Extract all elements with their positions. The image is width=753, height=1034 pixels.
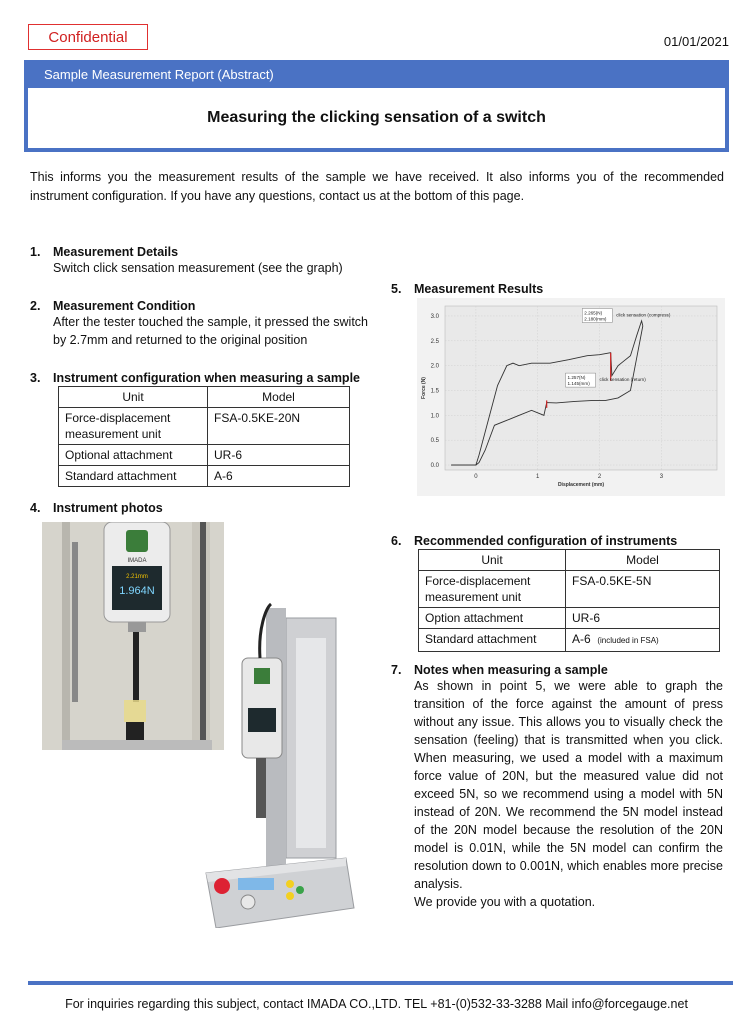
section-number: 7. [391,663,402,677]
y-tick-label: 0.0 [430,463,439,470]
table-cell: Standard attachment [419,629,566,652]
test-stand-illustration [196,598,356,928]
model-value: A-6 [572,632,591,646]
section-2 [30,299,368,349]
footer-contact: For inquiries regarding this subject, contact IMADA CO.,LTD. TEL +81-(0)532-33-3288 Mail info@forcegauge.net [65,997,688,1011]
annotation-value-top: 2.265(N) [584,310,603,316]
intro-paragraph: This informs you the measurement results of the sample we have received. It also informs you of the recommended instrument configuration. If you have any questions, contact us at the bottom of this page. [30,170,724,203]
section-number: 4. [30,501,41,515]
section-title: Instrument configuration when measuring a sample [53,371,360,385]
model-note: (included in FSA) [597,636,659,645]
y-tick-label: 2.0 [430,363,439,370]
section-title: Measurement Condition [53,299,196,313]
test-stand-photo [196,598,356,928]
table-cell: Option attachment [419,608,566,629]
table-cell: Standard attachment [59,466,208,487]
section-title: Measurement Details [53,245,179,259]
table-cell [566,629,720,652]
display-reading-text: 1.964N [119,585,155,597]
table-header: Unit [59,387,208,408]
section-number: 3. [30,371,41,385]
config-table-measurement [58,386,350,487]
section-title: Instrument photos [53,501,163,515]
annotation-value-bottom: 1.145(mm) [567,381,590,387]
section-body: As shown in point 5, we were able to graph the transition of the force against the amount of press without any issue. This allows you to visually check the sensation (feeling) that is transmitted when you click. When measuring, we used a model with a maximum force value of 20N, but the measured value did not exceed 5N, so we recommend using a model with 5N instead of 20N. We recommend the 5N model instead of the 20N model because the resolution of the 20N model is 0.01N, while the 5N model can confirm the resolution down to 0.001N, which enables more precise analysis. [414,679,723,891]
annotation-label: click sensation (return) [599,377,646,383]
table-header: Model [566,550,720,571]
section-number: 6. [391,534,402,548]
table-header: Unit [419,550,566,571]
config-table-recommended [418,549,720,652]
section-number: 5. [391,282,402,296]
section-1 [30,245,373,277]
brand-text: IMADA [127,558,147,564]
report-label: Sample Measurement Report (Abstract) [44,67,274,82]
footer-bar [28,981,733,985]
y-tick-label: 0.5 [430,438,439,445]
table-header: Model [208,387,350,408]
y-tick-label: 2.5 [430,338,439,345]
section-title: Recommended configuration of instruments [414,534,678,548]
force-displacement-chart [417,298,725,496]
y-axis-label: Force (N) [421,377,427,399]
table-cell: UR-6 [566,608,720,629]
annotation-value-bottom: 2.180(mm) [584,316,607,322]
y-tick-label: 1.0 [430,413,439,420]
x-tick-label: 1 [536,474,540,480]
x-tick-label: 2 [597,474,602,480]
table-cell: A-6 [208,466,350,487]
report-date: 01/01/2021 [663,34,729,49]
section-body: Switch click sensation measurement (see the graph) [53,261,343,275]
measurement-chart [417,298,725,496]
table-row [59,466,350,487]
table-row [59,445,350,466]
table-cell: Optional attachment [59,445,208,466]
section-number: 2. [30,299,41,313]
table-cell: FSA-0.5KE-5N [566,571,720,608]
table-cell: FSA-0.5KE-20N [208,408,350,445]
table-row [419,571,720,608]
section-5 [391,282,544,296]
section-title: Notes when measuring a sample [414,663,608,677]
table-cell: UR-6 [208,445,350,466]
annotation-value-top: 1.257(N) [567,375,586,381]
y-tick-label: 1.5 [430,388,439,395]
y-tick-label: 3.0 [430,313,439,320]
section-body: After the tester touched the sample, it pressed the switch by 2.7mm and returned to the original position [53,315,368,347]
table-row [59,408,350,445]
table-cell: Force-displacement measurement unit [419,571,566,608]
x-tick-label: 0 [474,474,478,480]
section-6 [391,534,678,548]
x-tick-label: 3 [659,474,664,480]
annotation-label: click sensation (compress) [616,312,671,318]
table-row [419,629,720,652]
section-number: 1. [30,245,41,259]
section-3 [30,371,383,385]
section-7 [391,663,723,911]
section-body-closing: We provide you with a quotation. [414,895,596,909]
x-axis-label: Displacement (mm) [557,482,605,488]
page-title: Measuring the clicking sensation of a switch [207,109,546,126]
table-cell: Force-displacement measurement unit [59,408,208,445]
confidential-stamp: Confidential [28,24,148,50]
table-row [419,608,720,629]
section-4 [30,501,163,515]
display-top-text: 2.21mm [126,574,148,580]
section-title: Measurement Results [414,282,544,296]
